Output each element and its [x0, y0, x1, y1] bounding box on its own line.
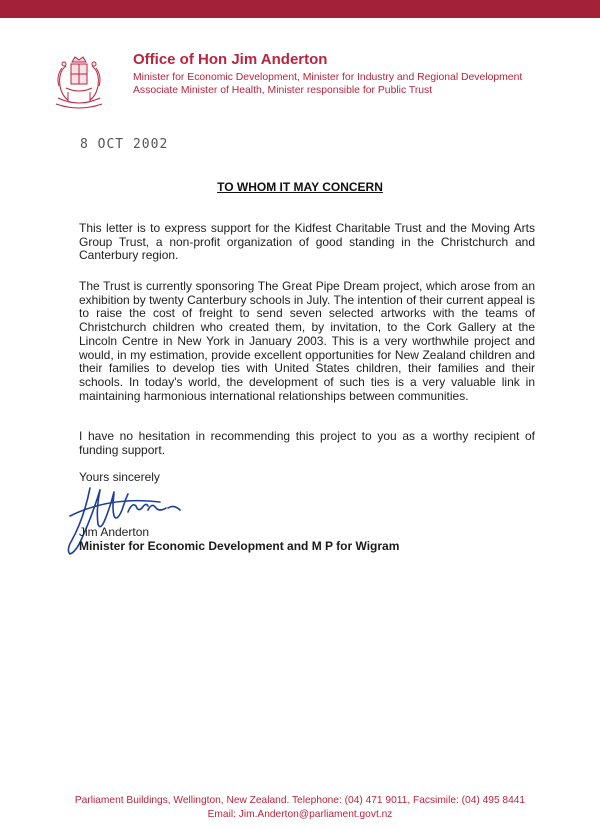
body-paragraph-3: I have no hesitation in recommending this project to you as a worthy recipient of funding support.	[79, 429, 535, 457]
coat-of-arms-icon	[44, 54, 114, 112]
office-roles-line-2: Associate Minister of Health, Minister responsible for Public Trust	[133, 85, 433, 96]
top-color-bar	[0, 0, 600, 18]
office-title: Office of Hon Jim Anderton	[133, 51, 328, 68]
office-roles-line-1: Minister for Economic Development, Minister for Industry and Regional Development	[133, 72, 523, 83]
date-stamp: 8 OCT 2002	[80, 137, 169, 152]
footer-address: Parliament Buildings, Wellington, New Zealand. Telephone: (04) 471 9011, Facsimile: (04) 495 8441	[74, 795, 526, 806]
signer-title: Minister for Economic Development and M P for Wigram	[79, 539, 400, 553]
letter-heading: TO WHOM IT MAY CONCERN	[217, 180, 383, 194]
signer-name: Jim Anderton	[79, 525, 150, 539]
body-paragraph-1: This letter is to express support for the Kidfest Charitable Trust and the Moving Arts Group Trust, a non-profit organization of good standing in the Christchurch and Canterbury region.	[79, 221, 535, 263]
footer-email: Email: Jim.Anderton@parliament.govt.nz	[207, 809, 393, 820]
closing-salutation: Yours sincerely	[79, 470, 160, 484]
body-paragraph-2: The Trust is currently sponsoring The Great Pipe Dream project, which arose from an exhibition by twenty Canterbury schools in July. The intention of their current appeal is to raise the cost of freight to send seven selected artworks with the teams of Christchurch children who created them, by invitation, to the Cork Gallery at the Lincoln Centre in New York in January 2003. This is a very worthwhile project and would, in my estimation, provide excellent opportunities for New Zealand children and their families to develop ties with United States children, their families and their schools. In today's world, the development of such ties is a very valuable link in maintaining harmonious international relationships between communities.	[79, 279, 535, 403]
